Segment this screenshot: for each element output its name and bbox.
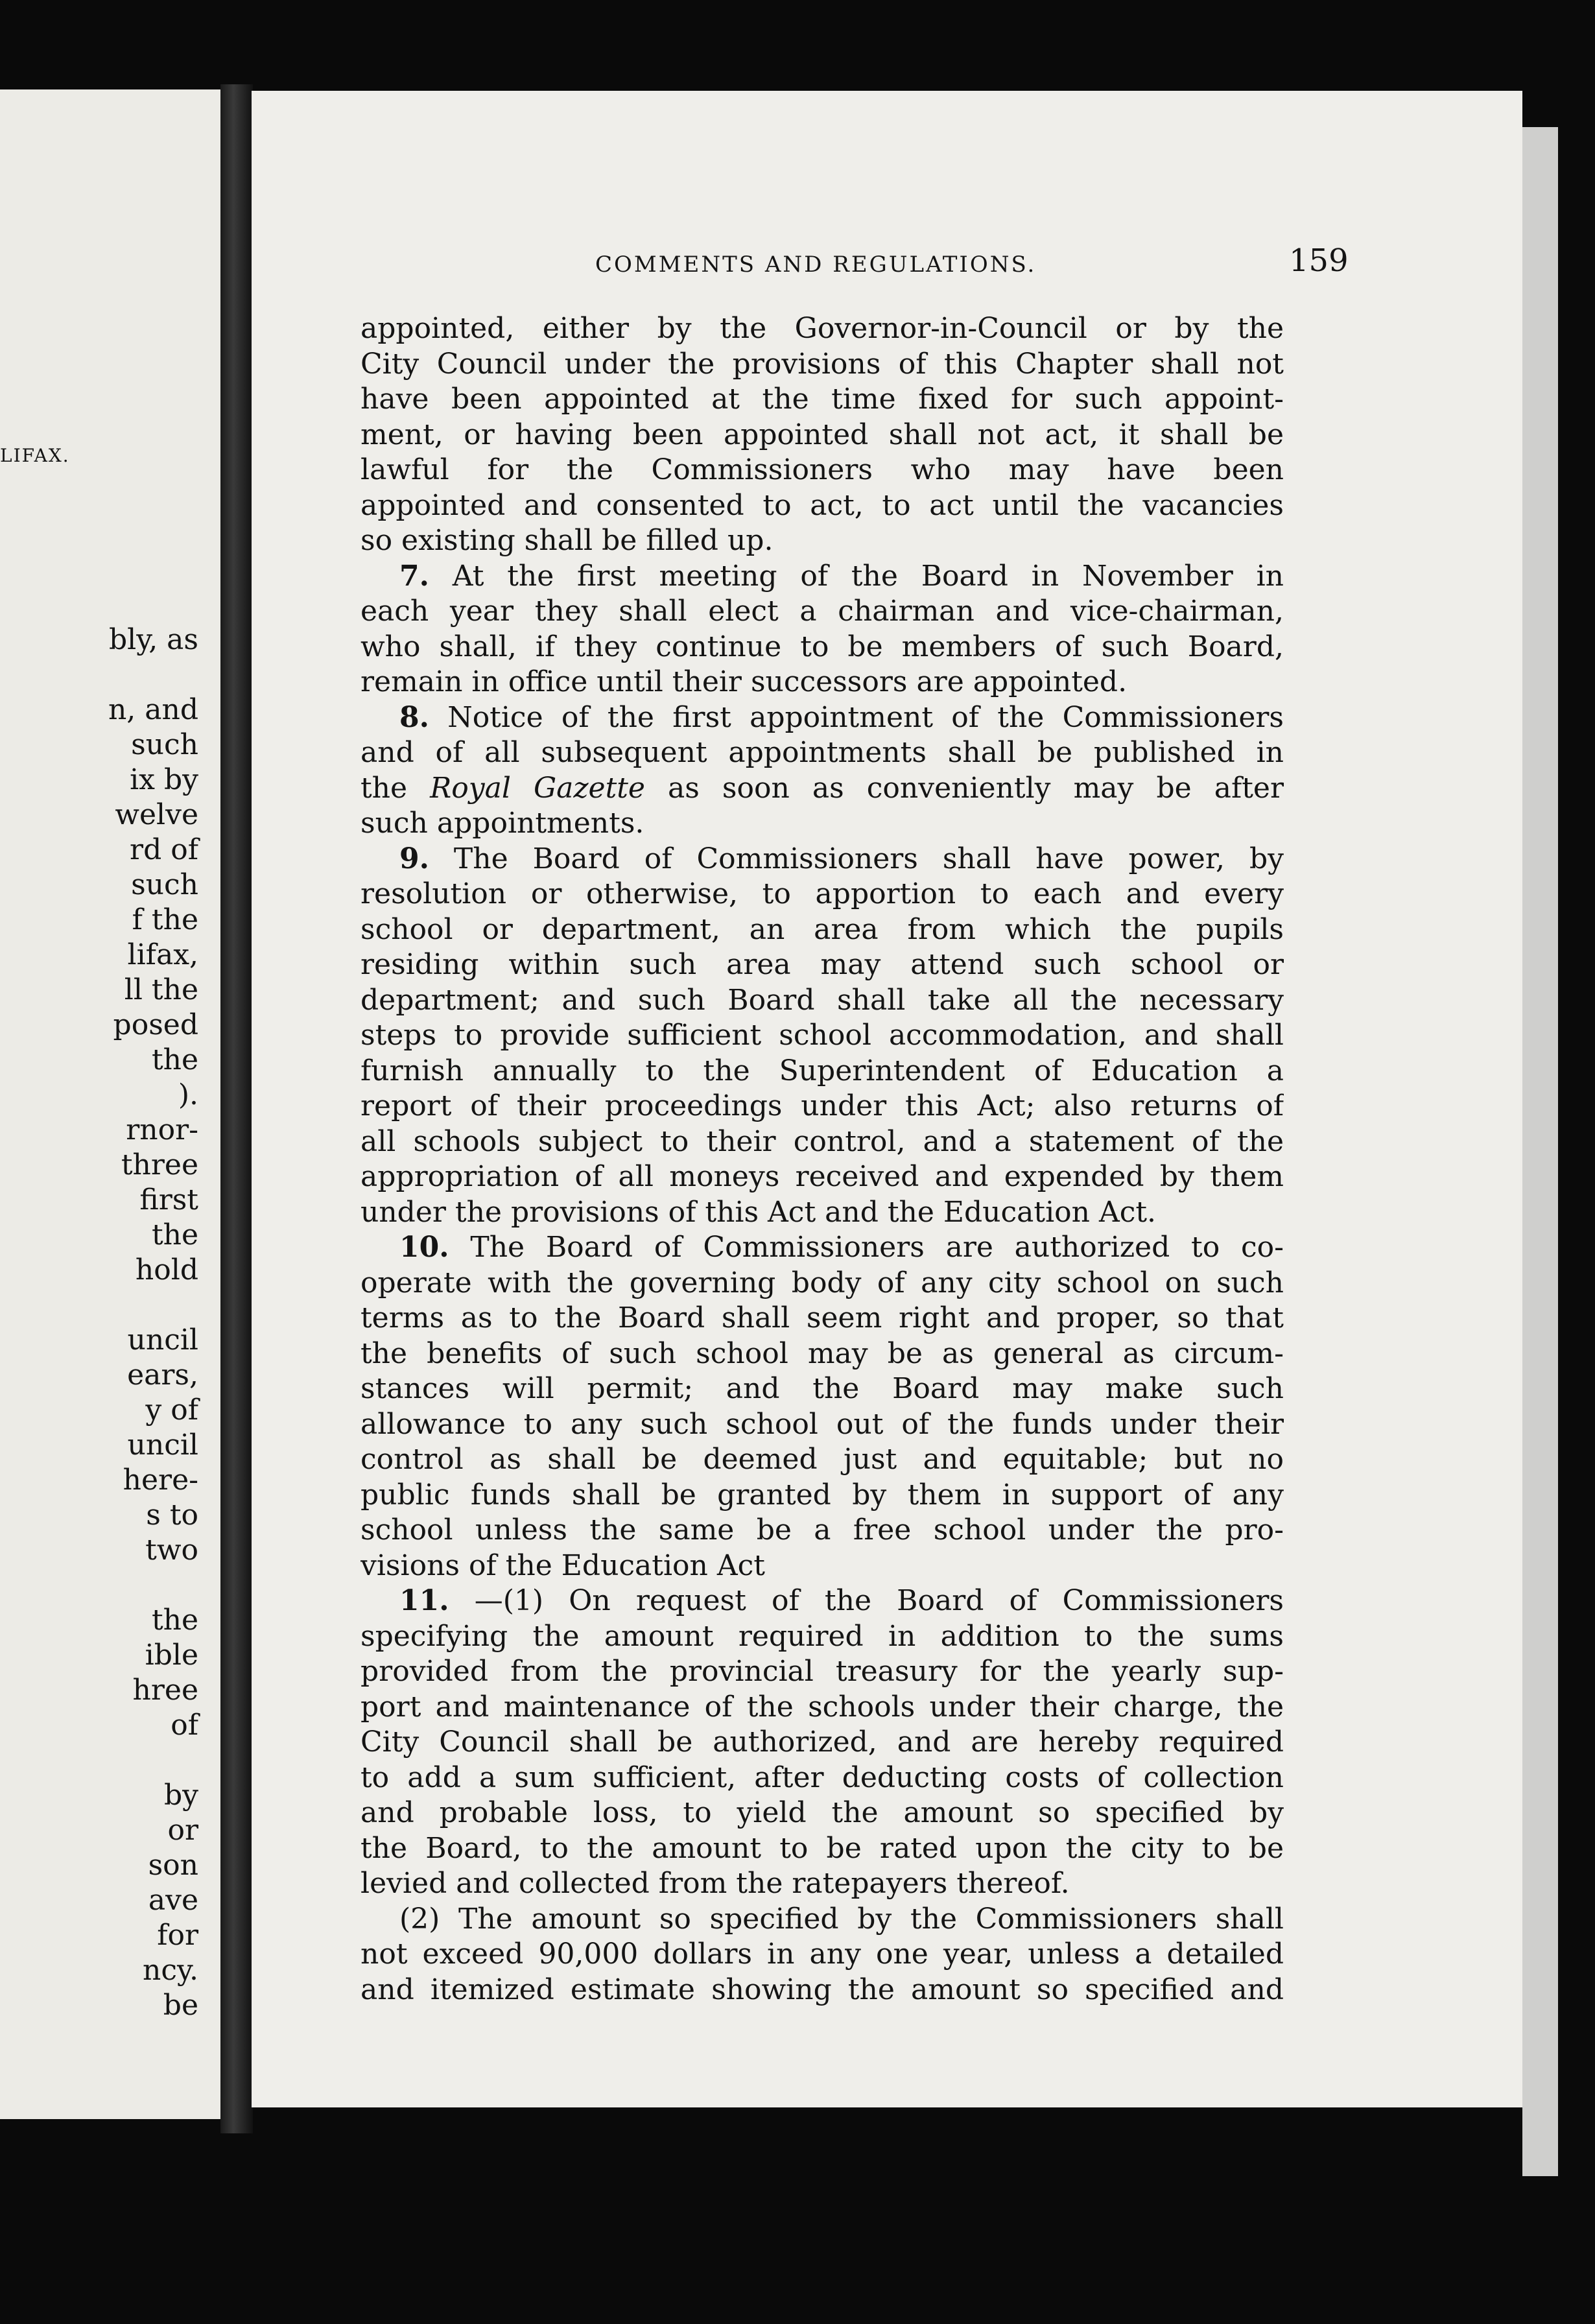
line-text: residing within such area may attend such school or — [360, 948, 1284, 981]
text-line — [360, 1513, 1284, 1548]
text-line — [360, 912, 1284, 948]
line-text: operate with the governing body of any city school on such — [360, 1266, 1284, 1299]
line-text: furnish annually to the Superintendent of Education a — [360, 1054, 1284, 1087]
text-line — [360, 1937, 1284, 1973]
text-line — [360, 311, 1284, 347]
line-text: visions of the Education Act — [360, 1548, 765, 1582]
line-text: The Board of Commissioners are authorized to co- — [470, 1231, 1284, 1264]
line-text: and of all subsequent appointments shall be published in — [360, 736, 1284, 769]
line-text: provided from the provincial treasury for the yearly sup- — [360, 1655, 1284, 1688]
text-line — [360, 1831, 1284, 1867]
line-text: allowance to any such school out of the funds under their — [360, 1407, 1284, 1441]
left-text-line: welve — [115, 798, 198, 831]
line-text: under the provisions of this Act and the Education Act. — [360, 1195, 1157, 1229]
left-text-line — [0, 1568, 198, 1603]
line-text: so existing shall be filled up. — [360, 524, 774, 557]
section-number: 11. — [399, 1584, 449, 1617]
line-text: appointed and consented to act, to act until the vacancies — [360, 488, 1284, 522]
line-text: each year they shall elect a chairman and vice-chairman, — [360, 595, 1284, 628]
line-text: City Council under the provisions of this Chapter shall not — [360, 347, 1284, 381]
text-line — [360, 1301, 1284, 1336]
line-text: terms as to the Board shall seem right and proper, so that — [360, 1301, 1284, 1334]
running-head: COMMENTS AND REGULATIONS. — [595, 252, 1037, 278]
line-text: such appointments. — [360, 807, 644, 840]
left-text-line: ix by — [130, 763, 198, 796]
text-line — [360, 947, 1284, 983]
text-line — [360, 347, 1284, 383]
text-line — [360, 665, 1284, 700]
right-page — [252, 91, 1522, 2107]
left-text-line — [0, 1743, 198, 1778]
line-text: levied and collected from the ratepayers thereof. — [360, 1867, 1070, 1900]
line-text: ment, or having been appointed shall not act, it shall be — [360, 418, 1284, 451]
line-text: lawful for the Commissioners who may have been — [360, 453, 1284, 486]
left-text-line: rnor- — [126, 1113, 198, 1146]
text-line — [360, 453, 1284, 488]
line-text: —(1) On request of the Board of Commissioners — [474, 1584, 1284, 1617]
text-line — [360, 1690, 1284, 1725]
body-text — [360, 311, 1284, 2008]
left-text-line: uncil — [127, 1429, 198, 1462]
text-line — [360, 1725, 1284, 1761]
text-line — [360, 382, 1284, 418]
text-line — [360, 1619, 1284, 1655]
text-line — [360, 1866, 1284, 1902]
text-line — [360, 1442, 1284, 1478]
left-text-line: uncil — [127, 1323, 198, 1357]
left-page-text — [0, 622, 198, 2023]
text-line — [360, 983, 1284, 1019]
left-text-line: first — [139, 1183, 198, 1216]
line-text: the Board, to the amount to be rated upon the city to be — [360, 1831, 1284, 1865]
line-text: public funds shall be granted by them in support of any — [360, 1478, 1284, 1512]
text-line — [360, 1478, 1284, 1513]
left-text-line: hree — [132, 1674, 198, 1707]
line-text: remain in office until their successors are appointed. — [360, 665, 1128, 698]
text-line — [360, 594, 1284, 630]
book-gutter — [220, 84, 253, 2133]
line-text: and itemized estimate showing the amount so specified and — [360, 1973, 1284, 2006]
text-line — [360, 1159, 1284, 1195]
left-text-line: by — [163, 1779, 198, 1812]
text-line — [360, 771, 1284, 807]
line-text: to add a sum sufficient, after deducting costs of collection — [360, 1761, 1284, 1794]
left-text-line: y of — [145, 1393, 198, 1427]
line-text: the benefits of such school may be as general as circum- — [360, 1336, 1284, 1370]
text-line — [360, 559, 1284, 595]
text-line — [360, 1654, 1284, 1690]
left-text-line: bly, as — [108, 623, 198, 656]
text-line — [360, 735, 1284, 771]
left-text-line: rd of — [130, 833, 198, 866]
left-text-line: such — [131, 728, 198, 761]
text-line — [360, 877, 1284, 912]
line-text: appointed, either by the Governor-in-Council or by the — [360, 312, 1284, 345]
text-line — [360, 523, 1284, 559]
text-line — [360, 418, 1284, 453]
line-text: Notice of the first appointment of the Commissioners — [447, 700, 1284, 734]
line-text: department; and such Board shall take all the necessary — [360, 983, 1284, 1017]
line-text: have been appointed at the time fixed for such appoint- — [360, 383, 1284, 416]
text-line — [360, 1583, 1284, 1619]
text-line — [360, 1018, 1284, 1054]
line-text: At the first meeting of the Board in November in — [452, 559, 1284, 593]
text-line — [360, 1761, 1284, 1796]
left-text-line: ible — [145, 1639, 198, 1672]
text-line — [360, 1973, 1284, 2008]
left-text-line: s to — [146, 1499, 198, 1532]
left-text-line: or — [167, 1814, 198, 1847]
left-text-line: of — [171, 1709, 198, 1742]
text-line — [360, 1230, 1284, 1266]
section-number: 10. — [399, 1231, 449, 1264]
left-text-line: posed — [113, 1008, 198, 1041]
line-text: (2) The amount so specified by the Commissioners shall — [399, 1902, 1284, 1936]
left-text-line: three — [121, 1148, 198, 1181]
left-text-line: ). — [178, 1078, 198, 1111]
text-line — [360, 1548, 1284, 1584]
left-text-line: here- — [123, 1464, 198, 1497]
text-line — [360, 806, 1284, 842]
line-text: control as shall be deemed just and equitable; but no — [360, 1443, 1284, 1476]
line-text: port and maintenance of the schools under their charge, the — [360, 1690, 1284, 1724]
line-text: steps to provide sufficient school accommodation, and shall — [360, 1019, 1284, 1052]
section-number: 7. — [399, 559, 429, 593]
left-text-line: be — [163, 1989, 198, 2022]
left-text-line: the — [151, 1604, 198, 1637]
line-text: all schools subject to their control, and a statement of the — [360, 1124, 1284, 1158]
text-line — [360, 1124, 1284, 1160]
text-line — [360, 1407, 1284, 1443]
text-line — [360, 1371, 1284, 1407]
text-line — [360, 630, 1284, 665]
line-text: The Board of Commissioners shall have power, by — [453, 842, 1284, 875]
left-text-line: hold — [135, 1253, 198, 1286]
line-text: school or department, an area from which the pupils — [360, 912, 1284, 946]
text-line — [360, 1902, 1284, 1938]
text-line — [360, 1336, 1284, 1372]
left-text-line — [0, 1288, 198, 1323]
text-line — [360, 1796, 1284, 1831]
line-text: not exceed 90,000 dollars in any one year, unless a detailed — [360, 1938, 1284, 1971]
text-line — [360, 1089, 1284, 1124]
line-text: appropriation of all moneys received and expended by them — [360, 1160, 1284, 1193]
left-text-line: the — [151, 1043, 198, 1076]
left-text-line: lifax, — [127, 938, 198, 971]
left-text-line — [0, 658, 198, 693]
page-edge-shadow — [1522, 127, 1558, 2176]
line-text: City Council shall be authorized, and are hereby required — [360, 1725, 1284, 1759]
text-line — [360, 1266, 1284, 1301]
line-text: specifying the amount required in addition to the sums — [360, 1619, 1284, 1653]
line-text: school unless the same be a free school under the pro- — [360, 1513, 1284, 1547]
left-text-line: f the — [132, 903, 198, 936]
text-line — [360, 1054, 1284, 1089]
line-text: report of their proceedings under this Act; also returns of — [360, 1089, 1284, 1122]
left-text-line: such — [131, 868, 198, 901]
left-text-line: son — [148, 1849, 198, 1882]
section-number: 9. — [399, 842, 429, 875]
left-running-head: LIFAX. — [0, 445, 70, 466]
line-text: and probable loss, to yield the amount so specified by — [360, 1796, 1284, 1829]
left-text-line: ll the — [124, 973, 198, 1006]
left-text-line: ears, — [127, 1358, 198, 1392]
text-line — [360, 700, 1284, 736]
line-text: the Royal Gazette as soon as conveniently may be after — [360, 771, 1284, 805]
left-text-line: for — [157, 1919, 198, 1952]
text-line — [360, 488, 1284, 524]
left-text-line: two — [145, 1534, 198, 1567]
text-line — [360, 1195, 1284, 1231]
line-text: resolution or otherwise, to apportion to each and every — [360, 877, 1284, 910]
left-text-line: ncy. — [143, 1954, 198, 1987]
left-page — [0, 89, 220, 2119]
left-text-line: n, and — [108, 693, 198, 726]
left-text-line: the — [151, 1218, 198, 1251]
line-text: who shall, if they continue to be members of such Board, — [360, 630, 1284, 663]
text-line — [360, 842, 1284, 877]
section-number: 8. — [399, 700, 429, 734]
page-number: 159 — [1289, 243, 1349, 279]
left-text-line: ave — [148, 1884, 198, 1917]
line-text: stances will permit; and the Board may make such — [360, 1372, 1284, 1405]
